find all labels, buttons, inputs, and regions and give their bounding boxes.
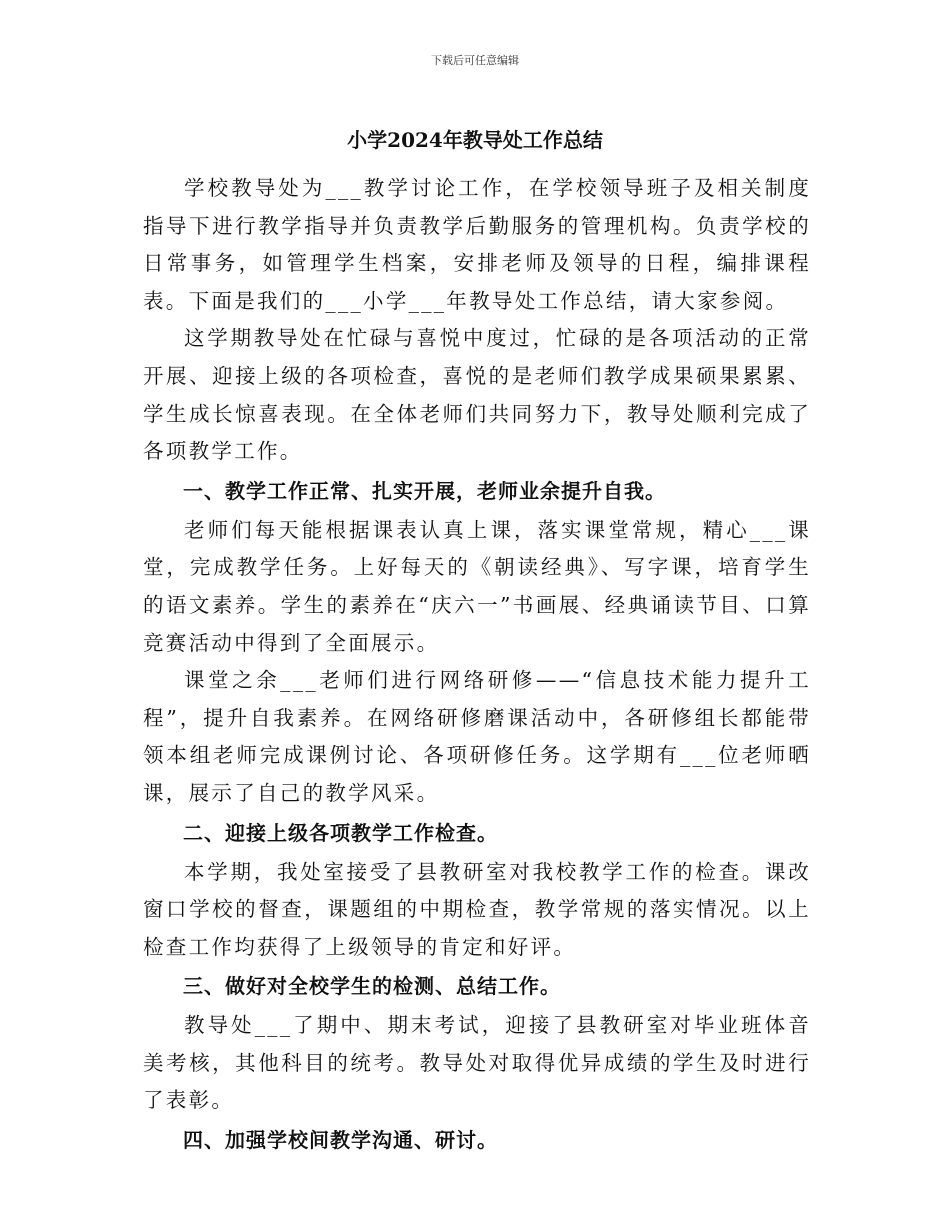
section-heading-4: 四、加强学校间教学沟通、研讨。 bbox=[183, 1128, 498, 1153]
paragraph-section-1a: 老师们每天能根据课表认真上课，落实课堂常规，精心___课堂，完成教学任务。上好每天的《朝读经典》、写字课，培育学生的语文素养。学生的素养在“庆六一”书画展、经典诵读节目、口算竞赛活动中得到了全面展示。 bbox=[143, 517, 811, 655]
paragraph-overview: 这学期教导处在忙碌与喜悦中度过，忙碌的是各项活动的正常开展、迎接上级的各项检查，喜悦的是老师们教学成果硕果累累、学生成长惊喜表现。在全体老师们共同努力下，教导处顺利完成了各项教学工作。 bbox=[143, 326, 811, 464]
document-body bbox=[143, 170, 811, 1161]
section-heading-1: 一、教学工作正常、扎实开展，老师业余提升自我。 bbox=[183, 478, 666, 503]
paragraph-intro: 学校教导处为___教学讨论工作，在学校领导班子及相关制度指导下进行教学指导并负责教学后勤服务的管理机构。负责学校的日常事务，如管理学生档案，安排老师及领导的日程，编排课程表。下面是我们的___小学___年教导处工作总结，请大家参阅。 bbox=[143, 176, 811, 313]
paragraph-section-2: 本学期，我处室接受了县教研室对我校教学工作的检查。课改窗口学校的督查，课题组的中期检查，教学常规的落实情况。以上检查工作均获得了上级领导的肯定和好评。 bbox=[143, 859, 811, 959]
section-heading-3: 三、做好对全校学生的检测、总结工作。 bbox=[183, 974, 561, 999]
paragraph-section-1b: 课堂之余___老师们进行网络研修——“信息技术能力提升工程”，提升自我素养。在网络研修磨课活动中，各研修组长都能带领本组老师完成课例讨论、各项研修任务。这学期有___位老师晒课，展示了自己的教学风采。 bbox=[143, 668, 811, 805]
section-heading-2: 二、迎接上级各项教学工作检查。 bbox=[183, 820, 498, 845]
document-title: 小学2024年教导处工作总结 bbox=[347, 128, 603, 152]
page-header-note: 下载后可任意编辑 bbox=[431, 54, 519, 67]
paragraph-section-3: 教导处___了期中、期末考试，迎接了县教研室对毕业班体音美考核，其他科目的统考。教导处对取得优异成绩的学生及时进行了表彰。 bbox=[143, 1013, 811, 1113]
